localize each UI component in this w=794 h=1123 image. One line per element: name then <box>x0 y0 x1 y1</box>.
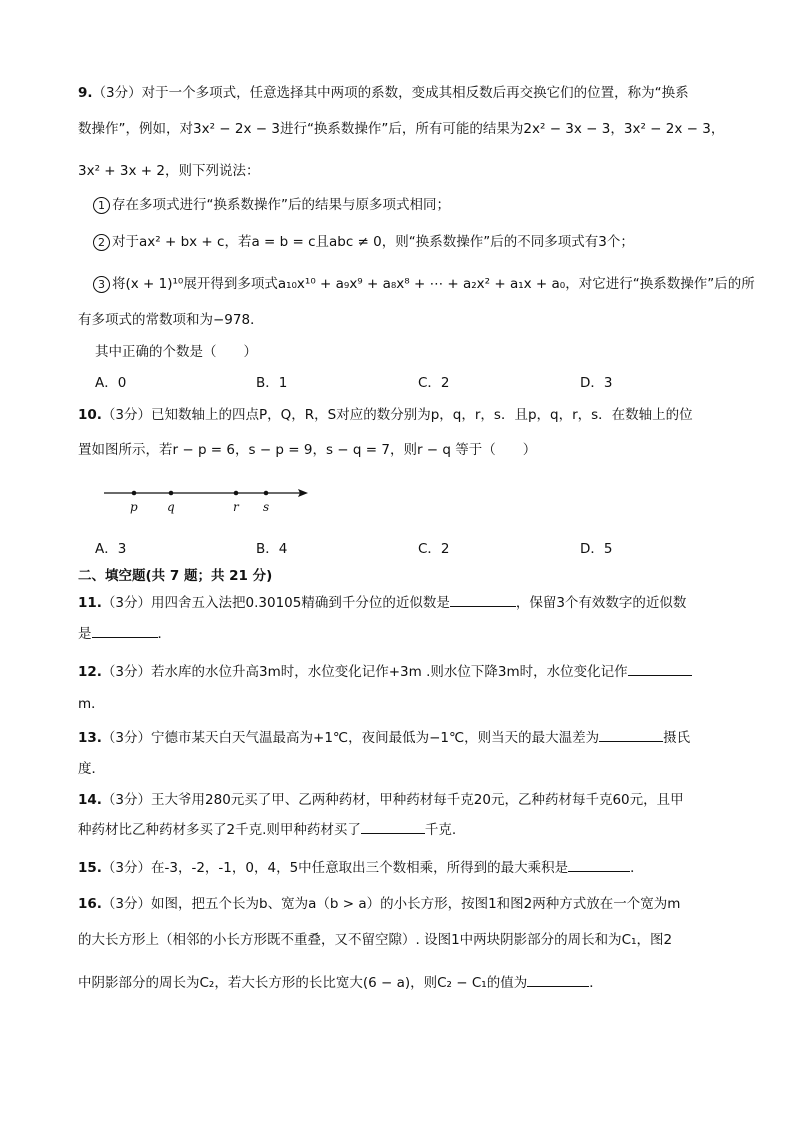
q13-blank-1[interactable] <box>599 727 663 742</box>
q13-text-1a: （3分）宁德市某天白天气温最高为+1℃，夜间最低为−1℃，则当天的最大温差为 <box>101 730 600 746</box>
q10-line1 <box>78 405 693 425</box>
q16-line3 <box>78 972 603 993</box>
q14-text-2a: 种药材比乙种药材多买了2千克.则甲种药材买了 <box>78 822 361 838</box>
q12-blank-1[interactable] <box>628 661 692 676</box>
label-r: r <box>233 500 239 514</box>
point-s <box>264 491 269 496</box>
q13-text-1b: 摄氏 <box>663 730 691 746</box>
q11-line1 <box>78 592 686 613</box>
q14-blank-1[interactable] <box>361 819 425 834</box>
label-s: s <box>263 500 270 514</box>
q16-text-3a: 中阴影部分的周长为C₂，若大长方形的长比宽大(6 − a)，则C₂ − C₁的值为 <box>78 975 528 991</box>
q14-line1 <box>78 790 684 810</box>
q9-text-1: （3分）对于一个多项式，任意选择其中两项的系数，变成其相反数后再交换它们的位置，称为“换系 <box>92 85 689 101</box>
point-q <box>169 491 174 496</box>
q11-text-1b: ，保留3个有效数字的近似数 <box>515 595 687 611</box>
circled-1-icon: 1 <box>93 197 110 214</box>
q16-blank-1[interactable] <box>527 972 589 987</box>
q11-text-2b: ． <box>157 626 171 642</box>
q9-statement-2 <box>93 232 634 252</box>
q12-line2: m． <box>78 696 105 712</box>
q10-number: 10. <box>78 407 102 423</box>
q9-option-a[interactable]: A．0 <box>95 375 127 391</box>
q10-line2: 置如图所示，若r − p = 6，s − p = 9，s − q = 7，则r − q 等于（ ） <box>78 442 537 458</box>
section-2-title: 二、填空题(共 7 题；共 21 分) <box>78 568 273 584</box>
point-r <box>234 491 239 496</box>
q14-text-1: （3分）王大爷用280元买了甲、乙两种药材，甲种药材每千克20元，乙种药材每千克60元，且甲 <box>101 792 684 808</box>
q10-option-d[interactable]: D．5 <box>580 541 613 557</box>
point-p <box>132 491 137 496</box>
q9-statement-2-text: 对于ax² + bx + c，若a = b = c且abc ≠ 0，则“换系数操作”后的不同多项式有3个； <box>112 234 634 250</box>
q16-line1 <box>78 894 680 914</box>
q9-statement-3 <box>93 274 755 294</box>
q10-option-c[interactable]: C．2 <box>418 541 450 557</box>
q15-text-1a: （3分）在-3，-2，-1，0，4，5中任意取出三个数相乘，所得到的最大乘积是 <box>101 860 569 876</box>
q10-option-b[interactable]: B．4 <box>256 541 288 557</box>
q15-number: 15. <box>78 860 102 876</box>
q9-line1 <box>78 83 689 103</box>
q15-blank-1[interactable] <box>568 857 630 872</box>
q11-text-2a: 是 <box>78 626 92 642</box>
q11-blank-2[interactable] <box>92 623 158 638</box>
q9-statement-1-text: 存在多项式进行“换系数操作”后的结果与原多项式相同； <box>112 197 450 213</box>
q10-text-1: （3分）已知数轴上的四点P，Q，R，S对应的数分别为p，q，r，s．且p，q，r，s．在数轴上的位 <box>101 407 693 423</box>
q14-line2 <box>78 819 456 840</box>
q16-text-1: （3分）如图，把五个长为b、宽为a（b > a）的小长方形，按图1和图2两种方式放在一个宽为m <box>101 896 681 912</box>
label-q: q <box>167 500 175 514</box>
q11-text-1a: （3分）用四舍五入法把0.30105精确到千分位的近似数是 <box>101 595 450 611</box>
q16-text-3b: ． <box>589 975 603 991</box>
q12-line1 <box>78 661 692 682</box>
q15-text-1b: ． <box>630 860 644 876</box>
q9-prompt: 其中正确的个数是（ ） <box>95 344 257 360</box>
q16-line2: 的大长方形上（相邻的小长方形既不重叠，又不留空隙）. 设图1中两块阴影部分的周长和为C₁，图2 <box>78 932 673 948</box>
label-p: p <box>130 500 138 514</box>
q12-number: 12. <box>78 664 102 680</box>
q16-number: 16. <box>78 896 102 912</box>
q9-line2: 数操作”，例如，对3x² − 2x − 3进行“换系数操作”后，所有可能的结果为2x² − 3x − 3，3x² − 2x − 3， <box>78 121 725 137</box>
q9-option-c[interactable]: C．2 <box>418 375 450 391</box>
q13-number: 13. <box>78 730 102 746</box>
q11-number: 11. <box>78 595 102 611</box>
number-line-figure <box>96 480 316 516</box>
q9-option-b[interactable]: B．1 <box>256 375 288 391</box>
q9-number: 9. <box>78 85 93 101</box>
q14-text-2b: 千克. <box>424 822 457 838</box>
q9-statement-1 <box>93 195 450 215</box>
q10-option-a[interactable]: A．3 <box>95 541 127 557</box>
q9-line3: 3x² + 3x + 2，则下列说法： <box>78 163 260 179</box>
q11-line2 <box>78 623 171 644</box>
circled-2-icon: 2 <box>93 234 110 251</box>
q13-line1 <box>78 727 690 748</box>
q9-statement-3-text: 将(x + 1)¹⁰展开得到多项式a₁₀x¹⁰ + a₉x⁹ + a₈x⁸ + ⋯ + a₂x² + a₁x + a₀，对它进行“换系数操作”后的所 <box>112 276 755 292</box>
circled-3-icon: 3 <box>93 276 110 293</box>
q11-blank-1[interactable] <box>450 592 516 607</box>
q14-number: 14. <box>78 792 102 808</box>
q12-text-1a: （3分）若水库的水位升高3m时，水位变化记作+3m .则水位下降3m时，水位变化记作 <box>101 664 628 680</box>
q15-line1 <box>78 857 644 878</box>
q9-option-d[interactable]: D．3 <box>580 375 613 391</box>
q9-statement-3-cont: 有多项式的常数项和为−978． <box>78 312 264 328</box>
q13-line2: 度． <box>78 761 105 777</box>
